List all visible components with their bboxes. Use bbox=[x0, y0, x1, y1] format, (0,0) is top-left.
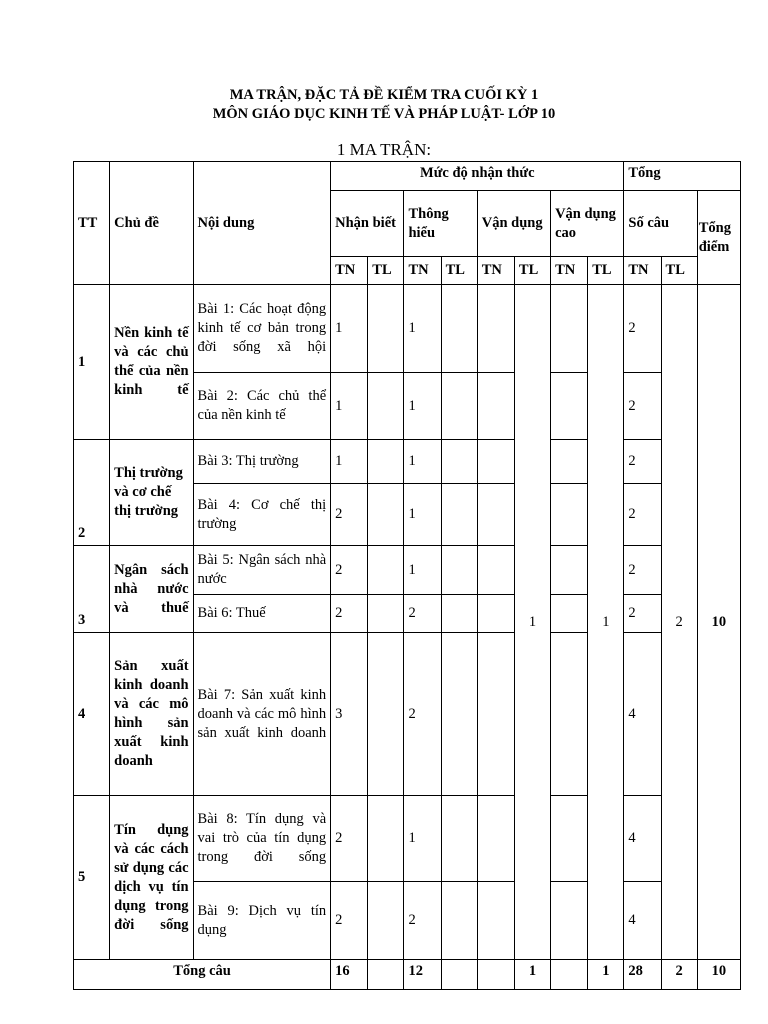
so-cau-tn-value: 2 bbox=[624, 546, 661, 595]
nb-tl-value bbox=[368, 373, 404, 440]
nb-tl-value bbox=[368, 440, 404, 484]
lesson-content: Bài 5: Ngân sách nhà nước bbox=[193, 546, 331, 595]
so-cau-tn-value: 2 bbox=[624, 595, 661, 633]
lesson-content: Bài 3: Thị trường bbox=[193, 440, 331, 484]
vd-tn-value bbox=[477, 285, 514, 373]
totals-th-tn: 12 bbox=[404, 960, 441, 990]
topic-name: Thị trường và cơ chế thị trường bbox=[110, 440, 193, 546]
header-so-cau: Số câu bbox=[624, 191, 697, 257]
th-tl-value bbox=[441, 882, 477, 960]
topic-name: Ngân sách nhà nước và thuế bbox=[110, 546, 193, 633]
th-tl-value bbox=[441, 546, 477, 595]
vd-tn-value bbox=[477, 882, 514, 960]
table-row bbox=[74, 285, 741, 373]
header-tong-diem: Tổng điểm bbox=[697, 191, 740, 285]
th-tl-value bbox=[441, 440, 477, 484]
lesson-content: Bài 2: Các chủ thể của nền kinh tế bbox=[193, 373, 331, 440]
so-cau-tn-value: 4 bbox=[624, 633, 661, 796]
header-vd-tn: TN bbox=[477, 257, 514, 285]
nb-tn-value: 1 bbox=[331, 440, 368, 484]
header-noi-dung: Nội dung bbox=[193, 162, 331, 285]
assessment-matrix-table bbox=[73, 161, 741, 990]
th-tl-value bbox=[441, 796, 477, 882]
topic-name: Sản xuất kinh doanh và các mô hình sản xuất kinh doanh bbox=[110, 633, 193, 796]
th-tn-value: 2 bbox=[404, 595, 441, 633]
totals-tong-diem: 10 bbox=[697, 960, 740, 990]
th-tn-value: 2 bbox=[404, 633, 441, 796]
vd-tn-value bbox=[477, 373, 514, 440]
vdc-tl-merged-value: 1 bbox=[588, 285, 624, 960]
so-cau-tn-value: 2 bbox=[624, 285, 661, 373]
nb-tn-value: 2 bbox=[331, 546, 368, 595]
header-muc-do-nhan-thuc: Mức độ nhận thức bbox=[331, 162, 624, 191]
th-tl-value bbox=[441, 595, 477, 633]
so-cau-tn-value: 2 bbox=[624, 484, 661, 546]
vdc-tn-value bbox=[551, 440, 588, 484]
header-tong: Tổng bbox=[624, 162, 741, 191]
th-tn-value: 1 bbox=[404, 484, 441, 546]
header-nb-tl: TL bbox=[368, 257, 404, 285]
vdc-tn-value bbox=[551, 373, 588, 440]
header-row-1 bbox=[74, 162, 741, 191]
nb-tl-value bbox=[368, 595, 404, 633]
header-th-tn: TN bbox=[404, 257, 441, 285]
nb-tl-value bbox=[368, 546, 404, 595]
header-so-cau-tn: TN bbox=[624, 257, 661, 285]
document-subtitle: MÔN GIÁO DỤC KINH TẾ VÀ PHÁP LUẬT- LỚP 10 bbox=[212, 106, 556, 122]
vd-tn-value bbox=[477, 595, 514, 633]
vd-tn-value bbox=[477, 546, 514, 595]
nb-tl-value bbox=[368, 633, 404, 796]
so-cau-tn-value: 2 bbox=[624, 373, 661, 440]
vdc-tn-value bbox=[551, 882, 588, 960]
totals-vdc-tl: 1 bbox=[588, 960, 624, 990]
vdc-tn-value bbox=[551, 633, 588, 796]
header-th-tl: TL bbox=[441, 257, 477, 285]
totals-nb-tl bbox=[368, 960, 404, 990]
totals-nb-tn: 16 bbox=[331, 960, 368, 990]
header-chu-de: Chủ đề bbox=[110, 162, 193, 285]
header-nb-tn: TN bbox=[331, 257, 368, 285]
lesson-content: Bài 8: Tín dụng và vai trò của tín dụng trong đời sống bbox=[193, 796, 331, 882]
totals-th-tl bbox=[441, 960, 477, 990]
topic-name: Tín dụng và các cách sử dụng các dịch vụ tín dụng trong đời sống bbox=[110, 796, 193, 960]
totals-vdc-tn bbox=[551, 960, 588, 990]
vdc-tn-value bbox=[551, 285, 588, 373]
so-cau-tn-value: 4 bbox=[624, 882, 661, 960]
lesson-content: Bài 6: Thuế bbox=[193, 595, 331, 633]
topic-tt: 4 bbox=[74, 633, 110, 796]
nb-tn-value: 1 bbox=[331, 285, 368, 373]
table-row bbox=[74, 546, 741, 595]
lesson-content: Bài 1: Các hoạt động kinh tế cơ bản trong đời sống xã hội bbox=[193, 285, 331, 373]
so-cau-tn-value: 2 bbox=[624, 440, 661, 484]
lesson-content: Bài 7: Sản xuất kinh doanh và các mô hình sản xuất kinh doanh bbox=[193, 633, 331, 796]
th-tn-value: 1 bbox=[404, 796, 441, 882]
th-tn-value: 1 bbox=[404, 373, 441, 440]
nb-tn-value: 2 bbox=[331, 796, 368, 882]
nb-tl-value bbox=[368, 285, 404, 373]
topic-tt: 5 bbox=[74, 796, 110, 960]
so-cau-tl-merged-value: 2 bbox=[661, 285, 697, 960]
header-van-dung-cao: Vận dụng cao bbox=[551, 191, 624, 257]
vdc-tn-value bbox=[551, 484, 588, 546]
document-title: MA TRẬN, ĐẶC TẢ ĐỀ KIỂM TRA CUỐI KỲ 1 bbox=[229, 87, 539, 103]
th-tn-value: 1 bbox=[404, 285, 441, 373]
totals-vd-tn bbox=[477, 960, 514, 990]
header-so-cau-tl: TL bbox=[661, 257, 697, 285]
totals-vd-tl: 1 bbox=[514, 960, 550, 990]
table-row bbox=[74, 633, 741, 796]
lesson-content: Bài 4: Cơ chế thị trường bbox=[193, 484, 331, 546]
vd-tl-merged-value: 1 bbox=[514, 285, 550, 960]
topic-tt: 2 bbox=[74, 440, 110, 546]
nb-tn-value: 2 bbox=[331, 484, 368, 546]
table-row bbox=[74, 440, 741, 484]
totals-so-cau-tl: 2 bbox=[661, 960, 697, 990]
totals-label: Tổng câu bbox=[74, 960, 331, 990]
lesson-content: Bài 9: Dịch vụ tín dụng bbox=[193, 882, 331, 960]
nb-tl-value bbox=[368, 882, 404, 960]
th-tl-value bbox=[441, 633, 477, 796]
th-tn-value: 1 bbox=[404, 546, 441, 595]
header-nhan-biet: Nhận biết bbox=[331, 191, 404, 257]
topic-name: Nền kinh tế và các chủ thể của nền kinh tế bbox=[110, 285, 193, 440]
th-tl-value bbox=[441, 373, 477, 440]
th-tl-value bbox=[441, 285, 477, 373]
header-vdc-tl: TL bbox=[588, 257, 624, 285]
header-vdc-tn: TN bbox=[551, 257, 588, 285]
th-tn-value: 1 bbox=[404, 440, 441, 484]
vd-tn-value bbox=[477, 633, 514, 796]
header-tt: TT bbox=[74, 162, 110, 285]
vd-tn-value bbox=[477, 440, 514, 484]
nb-tn-value: 2 bbox=[331, 882, 368, 960]
totals-row bbox=[74, 960, 741, 990]
topic-tt: 1 bbox=[74, 285, 110, 440]
tong-diem-merged-value: 10 bbox=[697, 285, 740, 960]
table-row bbox=[74, 796, 741, 882]
vdc-tn-value bbox=[551, 796, 588, 882]
nb-tn-value: 2 bbox=[331, 595, 368, 633]
header-thong-hieu: Thông hiểu bbox=[404, 191, 477, 257]
th-tn-value: 2 bbox=[404, 882, 441, 960]
vdc-tn-value bbox=[551, 546, 588, 595]
nb-tn-value: 3 bbox=[331, 633, 368, 796]
vdc-tn-value bbox=[551, 595, 588, 633]
nb-tl-value bbox=[368, 484, 404, 546]
nb-tn-value: 1 bbox=[331, 373, 368, 440]
totals-so-cau-tn: 28 bbox=[624, 960, 661, 990]
so-cau-tn-value: 4 bbox=[624, 796, 661, 882]
nb-tl-value bbox=[368, 796, 404, 882]
header-vd-tl: TL bbox=[514, 257, 550, 285]
th-tl-value bbox=[441, 484, 477, 546]
header-van-dung: Vận dụng bbox=[477, 191, 550, 257]
vd-tn-value bbox=[477, 484, 514, 546]
vd-tn-value bbox=[477, 796, 514, 882]
topic-tt: 3 bbox=[74, 546, 110, 633]
section-title: 1 MA TRẬN: bbox=[336, 140, 432, 159]
